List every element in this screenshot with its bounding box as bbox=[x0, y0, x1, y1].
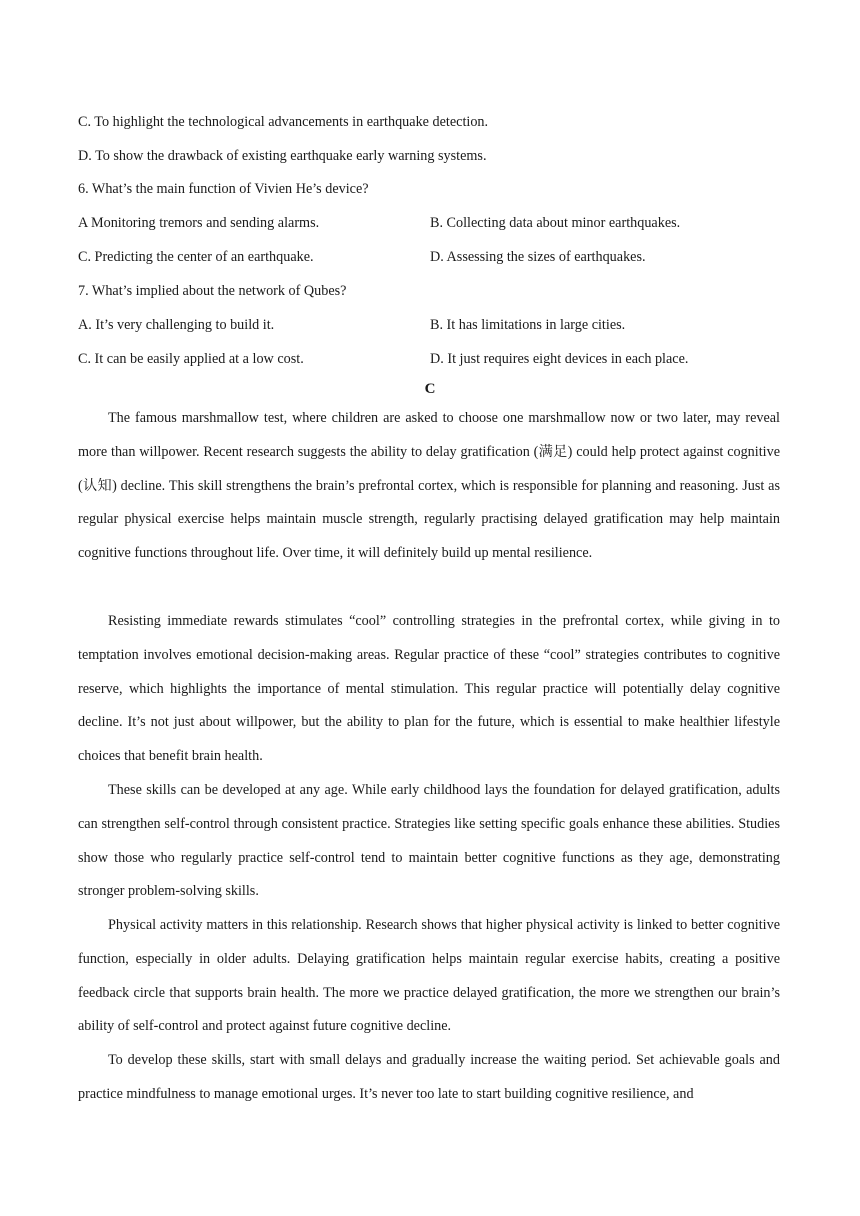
q7-stem: 7. What’s implied about the network of Qubes? bbox=[78, 283, 347, 299]
paragraph-3: These skills can be developed at any age. While early childhood lays the foundation for delayed gratification, adults can strengthen self-control through consistent practice. Strategies like setting specific goals enhance these abilities. Studies show those who regularly practice self-control tend to maintain better cognitive functions as they age, demonstrating stronger problem-solving skills. bbox=[78, 782, 780, 900]
paragraph-1: The famous marshmallow test, where children are asked to choose one marshmallow now or two later, may reveal more than willpower. Recent research suggests the ability to delay gratification (满足) could help protect against cognitive (认知) decline. This skill strengthens the brain’s prefrontal cortex, which is responsible for planning and reasoning. Just as regular physical exercise helps maintain muscle strength, regularly practising delayed gratification may help maintain cognitive functions throughout life. Over time, it will definitely build up mental resilience. bbox=[78, 410, 780, 562]
q6-option-d: D. Assessing the sizes of earthquakes. bbox=[430, 249, 646, 265]
q7-option-d: D. It just requires eight devices in each place. bbox=[430, 351, 689, 367]
paragraph-4: Physical activity matters in this relationship. Research shows that higher physical activity is linked to better cognitive function, especially in older adults. Delaying gratification helps maintain regular exercise habits, creating a positive feedback circle that supports brain health. The more we practice delayed gratification, the more we strengthen our brain’s ability of self-control and protect against future cognitive decline. bbox=[78, 917, 780, 1035]
q7-option-b: B. It has limitations in large cities. bbox=[430, 317, 626, 333]
q7-option-a: A. It’s very challenging to build it. bbox=[78, 317, 275, 333]
q6-stem: 6. What’s the main function of Vivien He’s device? bbox=[78, 181, 369, 197]
q6-option-c: C. Predicting the center of an earthquake. bbox=[78, 249, 314, 265]
q6-option-b: B. Collecting data about minor earthquakes. bbox=[430, 215, 681, 231]
paragraph-5: To develop these skills, start with small delays and gradually increase the waiting period. Set achievable goals and practice mindfulness to manage emotional urges. It’s never too late to start building cognitive resilience, and bbox=[78, 1052, 780, 1102]
q7-option-c: C. It can be easily applied at a low cost. bbox=[78, 351, 304, 367]
paragraph-2: Resisting immediate rewards stimulates “cool” controlling strategies in the prefrontal cortex, while giving in to temptation involves emotional decision-making areas. Regular practice of these “cool” strategies contributes to cognitive reserve, which highlights the importance of mental stimulation. This regular practice will potentially delay cognitive decline. It’s not just about willpower, but the ability to plan for the future, which is essential to make healthier lifestyle choices that benefit brain health. bbox=[78, 613, 780, 765]
q6-option-a: A Monitoring tremors and sending alarms. bbox=[78, 215, 320, 231]
q5-option-d: D. To show the drawback of existing earthquake early warning systems. bbox=[78, 148, 487, 164]
q5-option-c: C. To highlight the technological advancements in earthquake detection. bbox=[78, 114, 489, 130]
section-heading: C bbox=[424, 381, 436, 397]
